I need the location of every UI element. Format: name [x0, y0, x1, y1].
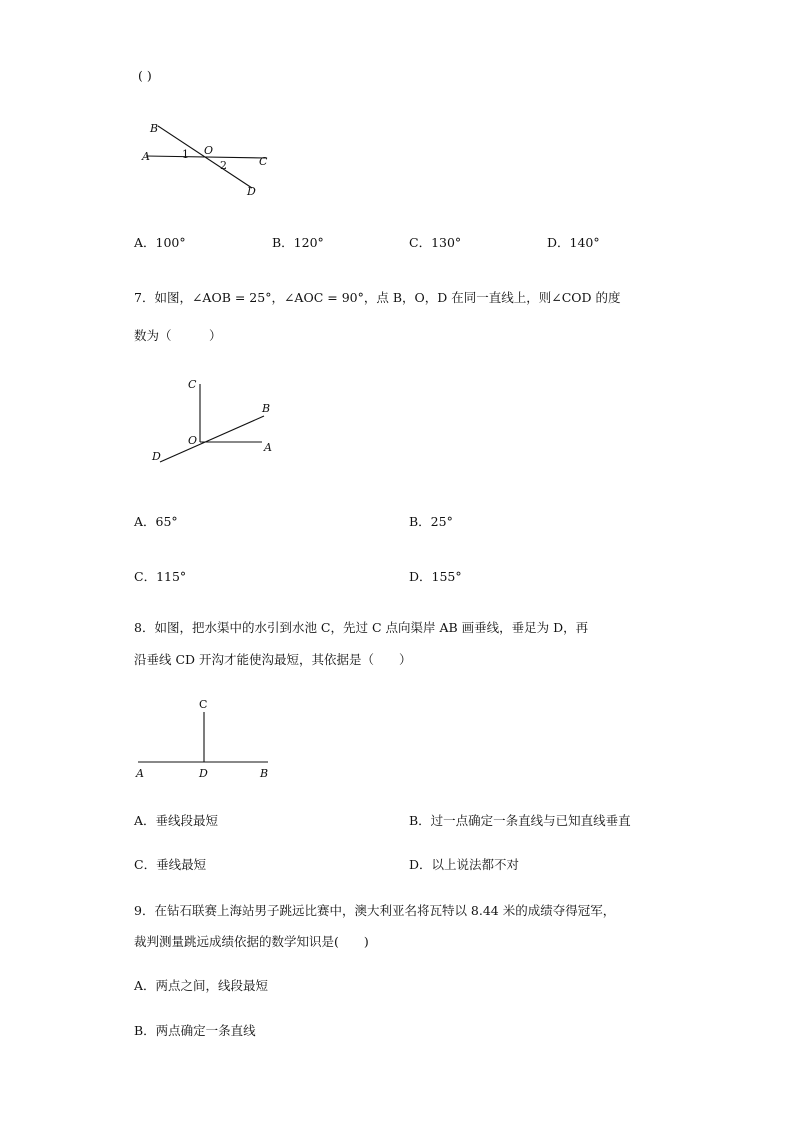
- label-a: A: [142, 150, 150, 163]
- label-b: B: [262, 402, 271, 415]
- label-a: A: [136, 767, 144, 780]
- q7-stem-line2: 数为（ ）: [134, 328, 222, 343]
- q9-option-b: B．两点确定一条直线: [134, 1023, 256, 1038]
- q7-option-d: D．155°: [409, 569, 462, 584]
- label-o: O: [204, 144, 214, 157]
- q7-option-a: A．65°: [134, 514, 178, 529]
- label-c: C: [188, 378, 197, 391]
- q9-stem-line2: 裁判测量跳远成绩依据的数学知识是( ): [134, 934, 369, 949]
- label-b: B: [150, 122, 159, 135]
- label-d: D: [152, 450, 161, 463]
- q8-option-a: A．垂线段最短: [134, 813, 219, 828]
- q6-option-c: C．130°: [409, 235, 462, 250]
- q8-option-b: B．过一点确定一条直线与已知直线垂直: [409, 813, 631, 828]
- label-d: D: [247, 185, 256, 198]
- q8-stem-line1: 8．如图，把水渠中的水引到水池 C，先过 C 点向渠岸 AB 画垂线，垂足为 D，再: [134, 620, 589, 635]
- q8-stem-line2: 沿垂线 CD 开沟才能使沟最短，其依据是（ ）: [134, 652, 412, 667]
- label-c: C: [259, 155, 268, 168]
- label-a: A: [264, 441, 272, 454]
- q7-figure: [148, 376, 288, 466]
- label-c: C: [199, 698, 208, 711]
- q6-option-b: B．120°: [272, 235, 324, 250]
- q9-option-a: A．两点之间，线段最短: [134, 978, 269, 993]
- q9-stem-line1: 9．在钻石联赛上海站男子跳远比赛中，澳大利亚名将瓦特以 8.44 米的成绩夺得冠军，: [134, 903, 616, 918]
- q6-figure: [138, 116, 298, 206]
- label-two: 2: [220, 159, 227, 172]
- q6-option-a: A．100°: [134, 235, 186, 250]
- label-one: 1: [182, 148, 189, 161]
- q6-option-d: D．140°: [547, 235, 600, 250]
- q8-option-c: C．垂线最短: [134, 857, 207, 872]
- line-bd: [160, 416, 264, 462]
- q8-option-d: D．以上说法都不对: [409, 857, 520, 872]
- q7-stem-line1: 7．如图，∠AOB = 25°，∠AOC = 90°，点 B，O，D 在同一直线上，则∠COD 的度: [134, 290, 621, 305]
- q7-option-b: B．25°: [409, 514, 453, 529]
- label-o: O: [188, 434, 198, 447]
- q7-option-c: C．115°: [134, 569, 187, 584]
- label-d: D: [199, 767, 208, 780]
- label-b: B: [260, 767, 269, 780]
- q6-answer-parentheses: ( ): [138, 68, 152, 83]
- q8-figure: [134, 694, 284, 784]
